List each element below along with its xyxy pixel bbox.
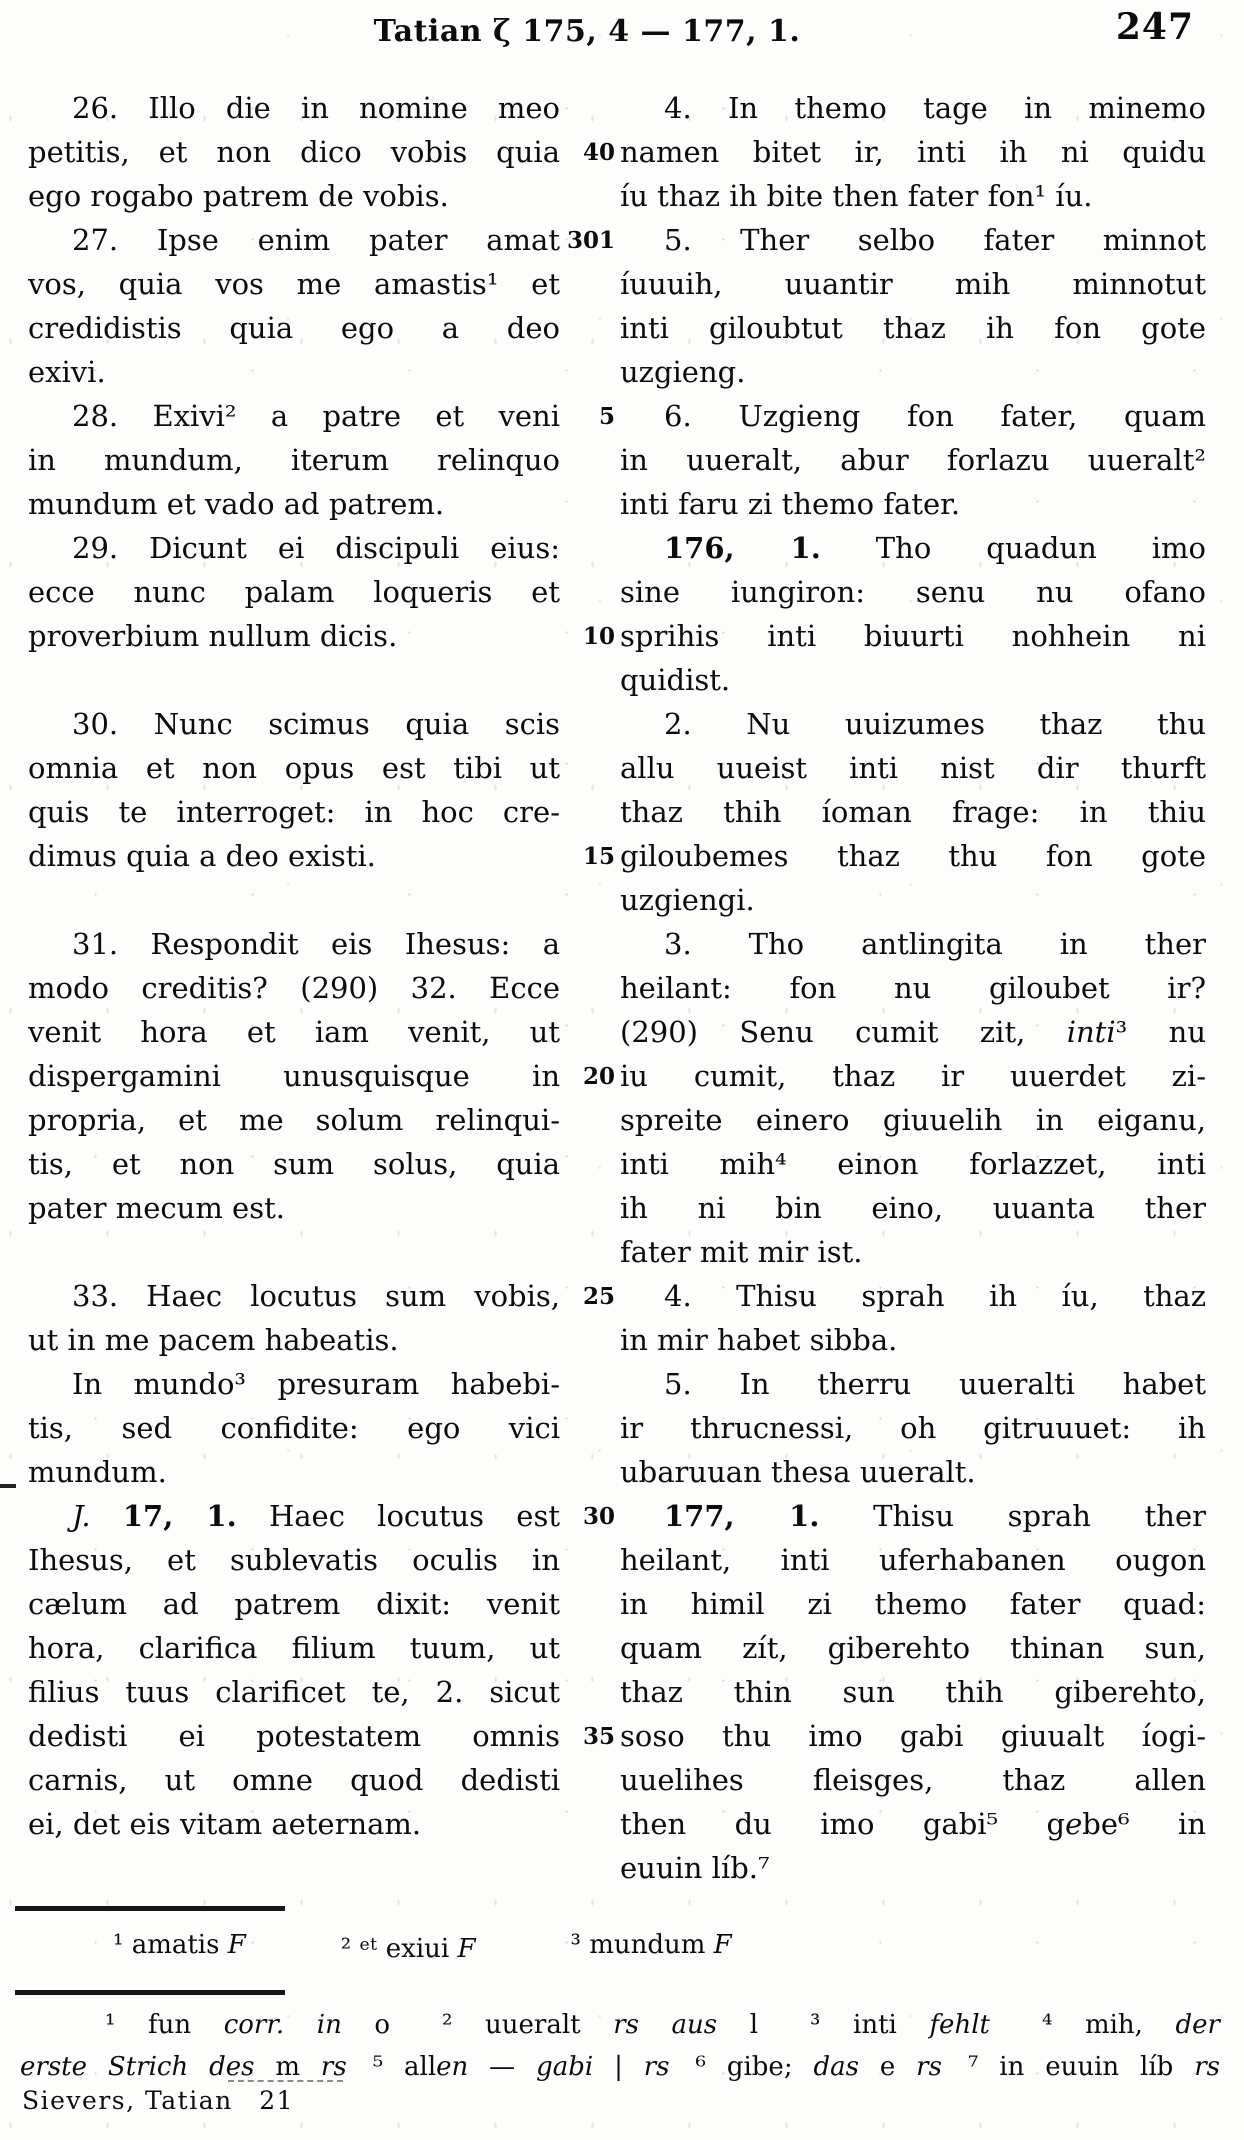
gutter-line-number: 5 xyxy=(598,403,615,430)
printer-signature: Sievers, Tatian 21 xyxy=(22,2086,295,2115)
text-line-latin: 30. Nunc scimus quia scis xyxy=(72,707,560,741)
text-line-ohg: inti faru zi themo fater. xyxy=(620,487,961,521)
text-line-ohg: ir thrucnessi, oh gitruuuet: ih xyxy=(620,1411,1206,1445)
text-row xyxy=(28,526,1206,570)
scan-artifact-margin-dash xyxy=(0,1484,16,1488)
text-row xyxy=(28,834,1206,878)
text-line-latin: 27. Ipse enim pater amat xyxy=(72,223,560,257)
text-line-latin: propria, et me solum relinqui- xyxy=(28,1103,560,1137)
footnote-group-ohg xyxy=(20,2004,1220,2088)
gutter-line-number xyxy=(560,922,620,966)
text-line-ohg: íuuuih, uuantir mih minnotut xyxy=(620,267,1206,301)
text-line-ohg: 176, 1. Tho quadun imo xyxy=(664,531,1206,565)
text-row xyxy=(28,1230,1206,1274)
text-line-ohg: íu thaz ih bite then fater fon¹ íu. xyxy=(620,179,1093,213)
text-line-ohg: 5. Ther selbo fater minnot xyxy=(664,223,1206,257)
text-line-ohg: in mir habet sibba. xyxy=(620,1323,898,1357)
footnote-item: ² $^{et}$ exiui F xyxy=(340,1933,476,1964)
gutter-line-number xyxy=(560,438,620,482)
gutter-line-number xyxy=(560,1802,620,1846)
text-line-latin: exivi. xyxy=(28,355,106,389)
text-row xyxy=(28,1582,1206,1626)
footnote-group-latin xyxy=(28,1922,1206,1972)
gutter-line-number xyxy=(560,526,620,570)
text-line-latin: dispergamini unusquisque in xyxy=(28,1059,560,1093)
text-row xyxy=(28,306,1206,350)
gutter-line-number xyxy=(560,1670,620,1714)
text-line-latin: carnis, ut omne quod dedisti xyxy=(28,1763,560,1797)
text-row xyxy=(28,1186,1206,1230)
text-line-ohg: soso thu imo gabi giuualt íogi- xyxy=(620,1719,1206,1753)
text-row xyxy=(28,702,1206,746)
text-line-latin: hora, clarifica filium tuum, ut xyxy=(28,1631,560,1665)
gutter-line-number xyxy=(560,350,620,394)
text-row xyxy=(28,746,1206,790)
gutter-line-number xyxy=(560,1450,620,1494)
gutter-line-number xyxy=(560,1142,620,1186)
text-line-ohg: uuelihes fleisges, thaz allen xyxy=(620,1763,1206,1797)
gutter-line-number xyxy=(560,1846,620,1890)
text-row xyxy=(28,1406,1206,1450)
text-line-ohg: uzgiengi. xyxy=(620,883,755,917)
text-row xyxy=(28,1626,1206,1670)
text-line-ohg: sprihis inti biuurti nohhein ni xyxy=(620,619,1206,653)
text-row xyxy=(28,1802,1206,1846)
text-line-ohg: 4. In themo tage in minemo xyxy=(664,91,1206,125)
text-line-ohg: 6. Uzgieng fon fater, quam xyxy=(664,399,1206,433)
gutter-line-number xyxy=(560,1318,620,1362)
text-line-ohg: heilant: fon nu giloubet ir? xyxy=(620,971,1206,1005)
text-line-ohg: in uueralt, abur forlazu uueralt² xyxy=(620,443,1206,477)
gutter-line-number xyxy=(560,790,620,834)
text-line-ohg: giloubemes thaz thu fon gote xyxy=(620,839,1206,873)
text-row xyxy=(28,1010,1206,1054)
gutter-line-number xyxy=(560,262,620,306)
text-row xyxy=(28,1494,1206,1538)
gutter-line-number xyxy=(560,1758,620,1802)
text-line-latin: mundum. xyxy=(28,1455,167,1489)
gutter-line-number xyxy=(560,1230,620,1274)
text-row xyxy=(28,350,1206,394)
text-line-ohg: inti giloubtut thaz ih fon gote xyxy=(620,311,1206,345)
gutter-line-number: 10 xyxy=(582,623,615,650)
text-line-latin: pater mecum est. xyxy=(28,1191,285,1225)
gutter-line-number xyxy=(560,1098,620,1142)
text-line-ohg: ubaruuan thesa uueralt. xyxy=(620,1455,976,1489)
text-row xyxy=(28,1274,1206,1318)
text-line-ohg: fater mit mir ist. xyxy=(620,1235,863,1269)
text-row xyxy=(28,394,1206,438)
text-line-latin: in mundum, iterum relinquo xyxy=(28,443,560,477)
footnote-line: erste Strich des m rs ⁵ allen — gabi | rs ⁶ gibe; das e rs ⁷ in euuin líb rs xyxy=(20,2052,1221,2082)
gutter-line-number xyxy=(560,1362,620,1406)
text-line-latin: petitis, et non dico vobis quia xyxy=(28,135,560,169)
text-row xyxy=(28,790,1206,834)
text-line-ohg: namen bitet ir, inti ih ni quidu xyxy=(620,135,1206,169)
gutter-line-number: 301 xyxy=(566,227,615,254)
footnote-rule-bottom xyxy=(15,1990,285,1995)
text-line-ohg: quam zít, giberehto thinan sun, xyxy=(620,1631,1206,1665)
gutter-line-number xyxy=(560,570,620,614)
text-line-latin xyxy=(28,658,560,702)
text-row xyxy=(28,1450,1206,1494)
footnote-line: ¹ fun corr. in o ² uueralt rs aus l ³ inti fehlt ⁴ mih, der xyxy=(105,2010,1220,2040)
footnote-item: ¹ amatis F xyxy=(113,1930,246,1960)
text-line-latin: 29. Dicunt ei discipuli eius: xyxy=(72,531,560,565)
text-line-latin: vos, quia vos me amastis¹ et xyxy=(28,267,560,301)
text-line-ohg: 2. Nu uuizumes thaz thu xyxy=(664,707,1206,741)
text-line-ohg: sine iungiron: senu nu ofano xyxy=(620,575,1206,609)
text-line-ohg: (290) Senu cumit zit, inti³ nu xyxy=(620,1015,1206,1049)
text-line-latin: ecce nunc palam loqueris et xyxy=(28,575,560,609)
footnote-item: ³ mundum F xyxy=(570,1930,732,1960)
scan-artifact-dashed-line xyxy=(228,2080,343,2082)
text-row xyxy=(28,1538,1206,1582)
gutter-line-number: 20 xyxy=(582,1063,615,1090)
text-line-latin: 31. Respondit eis Ihesus: a xyxy=(72,927,560,961)
text-line-ohg: heilant, inti uferhabanen ougon xyxy=(620,1543,1206,1577)
text-row xyxy=(28,174,1206,218)
text-line-latin: cælum ad patrem dixit: venit xyxy=(28,1587,560,1621)
text-line-ohg: thaz thih íoman frage: in thiu xyxy=(620,795,1206,829)
text-line-latin xyxy=(28,1846,560,1890)
footnote-rule-top xyxy=(15,1906,285,1911)
gutter-line-number xyxy=(560,1626,620,1670)
text-line-ohg: in himil zi themo fater quad: xyxy=(620,1587,1206,1621)
text-line-latin: J. 17, 1. Haec locutus est xyxy=(72,1499,560,1533)
text-row xyxy=(28,86,1206,130)
text-line-ohg: quidist. xyxy=(620,663,731,697)
gutter-line-number xyxy=(560,966,620,1010)
gutter-line-number xyxy=(560,1186,620,1230)
text-line-ohg: 177, 1. Thisu sprah ther xyxy=(664,1499,1206,1533)
gutter-line-number: 15 xyxy=(582,843,615,870)
page-number: 247 xyxy=(1115,6,1194,48)
text-row xyxy=(28,878,1206,922)
text-line-latin: 28. Exivi² a patre et veni xyxy=(72,399,560,433)
text-line-ohg: spreite einero giuuelih in eiganu, xyxy=(620,1103,1206,1137)
text-row xyxy=(28,966,1206,1010)
text-row xyxy=(28,922,1206,966)
text-line-ohg: ih ni bin eino, uuanta ther xyxy=(620,1191,1206,1225)
text-line-latin: 33. Haec locutus sum vobis, xyxy=(72,1279,560,1313)
text-line-latin: credidistis quia ego a deo xyxy=(28,311,560,345)
gutter-line-number xyxy=(560,702,620,746)
text-line-latin: 26. Illo die in nomine meo xyxy=(72,91,560,125)
text-line-ohg: euuin líb.⁷ xyxy=(620,1851,770,1885)
text-line-latin: mundum et vado ad patrem. xyxy=(28,487,445,521)
gutter-line-number: 25 xyxy=(582,1283,615,1310)
gutter-line-number xyxy=(560,1538,620,1582)
text-line-latin: dedisti ei potestatem omnis xyxy=(28,1719,560,1753)
text-line-latin: venit hora et iam venit, ut xyxy=(28,1015,560,1049)
text-row xyxy=(28,658,1206,702)
parallel-text-body xyxy=(28,86,1206,1890)
text-line-ohg: inti mih⁴ einon forlazzet, inti xyxy=(620,1147,1206,1181)
gutter-line-number: 40 xyxy=(582,139,615,166)
text-line-ohg: thaz thin sun thih giberehto, xyxy=(620,1675,1206,1709)
gutter-line-number: 30 xyxy=(582,1503,615,1530)
text-line-ohg: then du imo gabi⁵ gebe⁶ in xyxy=(620,1807,1206,1841)
text-line-latin xyxy=(28,1230,560,1274)
text-row xyxy=(28,570,1206,614)
text-row xyxy=(28,1142,1206,1186)
text-row xyxy=(28,482,1206,526)
gutter-line-number xyxy=(560,86,620,130)
text-line-latin: ut in me pacem habeatis. xyxy=(28,1323,399,1357)
text-row xyxy=(28,614,1206,658)
gutter-line-number xyxy=(560,746,620,790)
text-line-latin: modo creditis? (290) 32. Ecce xyxy=(28,971,560,1005)
text-line-latin: ego rogabo patrem de vobis. xyxy=(28,179,449,213)
gutter-line-number xyxy=(560,174,620,218)
text-line-latin xyxy=(28,878,560,922)
text-line-ohg: 5. In therru uueralti habet xyxy=(664,1367,1206,1401)
text-row xyxy=(28,1670,1206,1714)
gutter-line-number xyxy=(560,658,620,702)
text-line-latin: dimus quia a deo existi. xyxy=(28,839,376,873)
text-row xyxy=(28,1714,1206,1758)
text-row xyxy=(28,262,1206,306)
text-line-latin: Ihesus, et sublevatis oculis in xyxy=(28,1543,560,1577)
text-row xyxy=(28,130,1206,174)
text-row xyxy=(28,1758,1206,1802)
gutter-line-number xyxy=(560,878,620,922)
text-row xyxy=(28,1362,1206,1406)
running-head-title: Tatian ζ 175, 4 — 177, 1. xyxy=(373,14,801,49)
text-row xyxy=(28,218,1206,262)
gutter-line-number: 35 xyxy=(582,1723,615,1750)
text-line-ohg: allu uueist inti nist dir thurft xyxy=(620,751,1206,785)
gutter-line-number xyxy=(560,1406,620,1450)
text-line-ohg: uzgieng. xyxy=(620,355,746,389)
text-line-latin: In mundo³ presuram habebi- xyxy=(72,1367,560,1401)
gutter-line-number xyxy=(560,306,620,350)
gutter-line-number xyxy=(560,482,620,526)
text-line-latin: proverbium nullum dicis. xyxy=(28,619,398,653)
text-line-latin: omnia et non opus est tibi ut xyxy=(28,751,560,785)
text-row xyxy=(28,1054,1206,1098)
gutter-line-number xyxy=(560,1010,620,1054)
text-line-latin: filius tuus clarificet te, 2. sicut xyxy=(28,1675,560,1709)
text-row xyxy=(28,1318,1206,1362)
text-line-latin: tis, sed confidite: ego vici xyxy=(28,1411,560,1445)
text-line-ohg: iu cumit, thaz ir uuerdet zi- xyxy=(620,1059,1206,1093)
text-line-latin: quis te interroget: in hoc cre- xyxy=(28,795,560,829)
text-line-latin: ei, det eis vitam aeternam. xyxy=(28,1807,422,1841)
text-line-ohg: 3. Tho antlingita in ther xyxy=(664,927,1206,961)
text-line-latin: tis, et non sum solus, quia xyxy=(28,1147,560,1181)
text-row xyxy=(28,1098,1206,1142)
gutter-line-number xyxy=(560,1582,620,1626)
text-row xyxy=(28,1846,1206,1890)
text-row xyxy=(28,438,1206,482)
text-line-ohg: 4. Thisu sprah ih íu, thaz xyxy=(664,1279,1206,1313)
